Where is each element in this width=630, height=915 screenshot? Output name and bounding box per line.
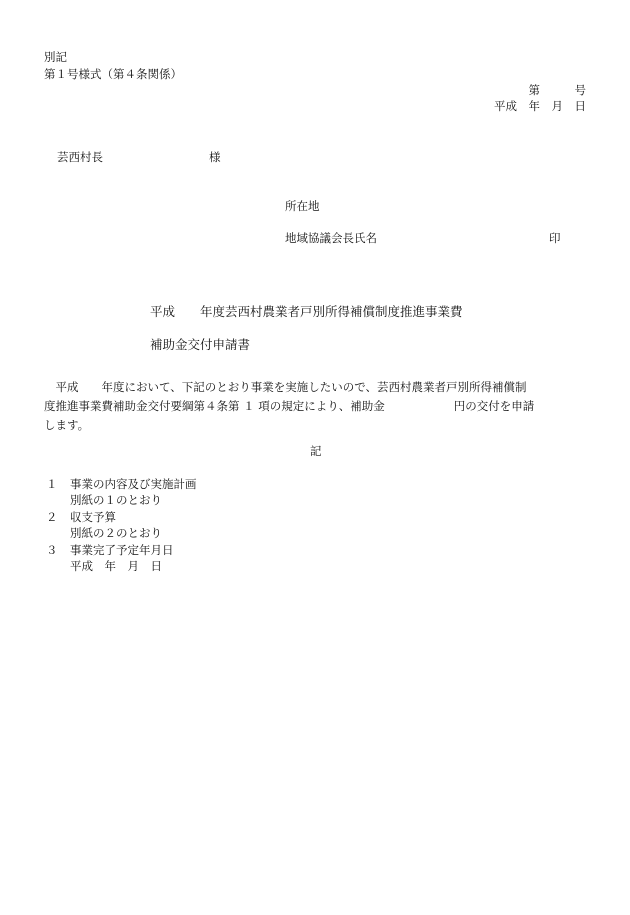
item-title: 事業完了予定年月日 [70,543,174,557]
form-number: 第１号様式（第４条関係） [44,67,182,81]
document-date: 平成 年 月 日 [494,99,586,113]
item-number: ２ [46,510,58,524]
addressee-honorific: 様 [209,150,221,164]
body-paragraph [44,378,592,435]
document-title-line2: 補助金交付申請書 [150,337,251,352]
item-number: １ [46,477,58,491]
item-detail: 平成 年 月 日 [70,559,162,573]
representative-name-label: 地域協議会長氏名 [285,231,377,245]
item-detail: 別紙の２のとおり [70,526,162,540]
document-title-line1: 平成 年度芸西村農業者戸別所得補償制度推進事業費 [150,304,463,319]
item-number: ３ [46,543,58,557]
addressee-name: 芸西村長 [57,150,103,164]
item-title: 収支予算 [70,510,116,524]
item-detail: 別紙の１のとおり [70,493,162,507]
seal-mark: 印 [549,231,561,245]
address-label: 所在地 [285,199,320,213]
body-line: 度推進事業費補助金交付要綱第４条第 １ 項の規定により、補助金 円の交付を申請 [44,399,535,413]
ki-heading: 記 [310,444,322,458]
body-line: します。 [44,418,90,432]
annex-label: 別記 [44,50,67,64]
document-number: 第 号 [528,83,586,97]
body-line: 平成 年度において、下記のとおり事業を実施したいので、芸西村農業者戸別所得補償制 [44,380,527,394]
item-title: 事業の内容及び実施計画 [70,477,197,491]
